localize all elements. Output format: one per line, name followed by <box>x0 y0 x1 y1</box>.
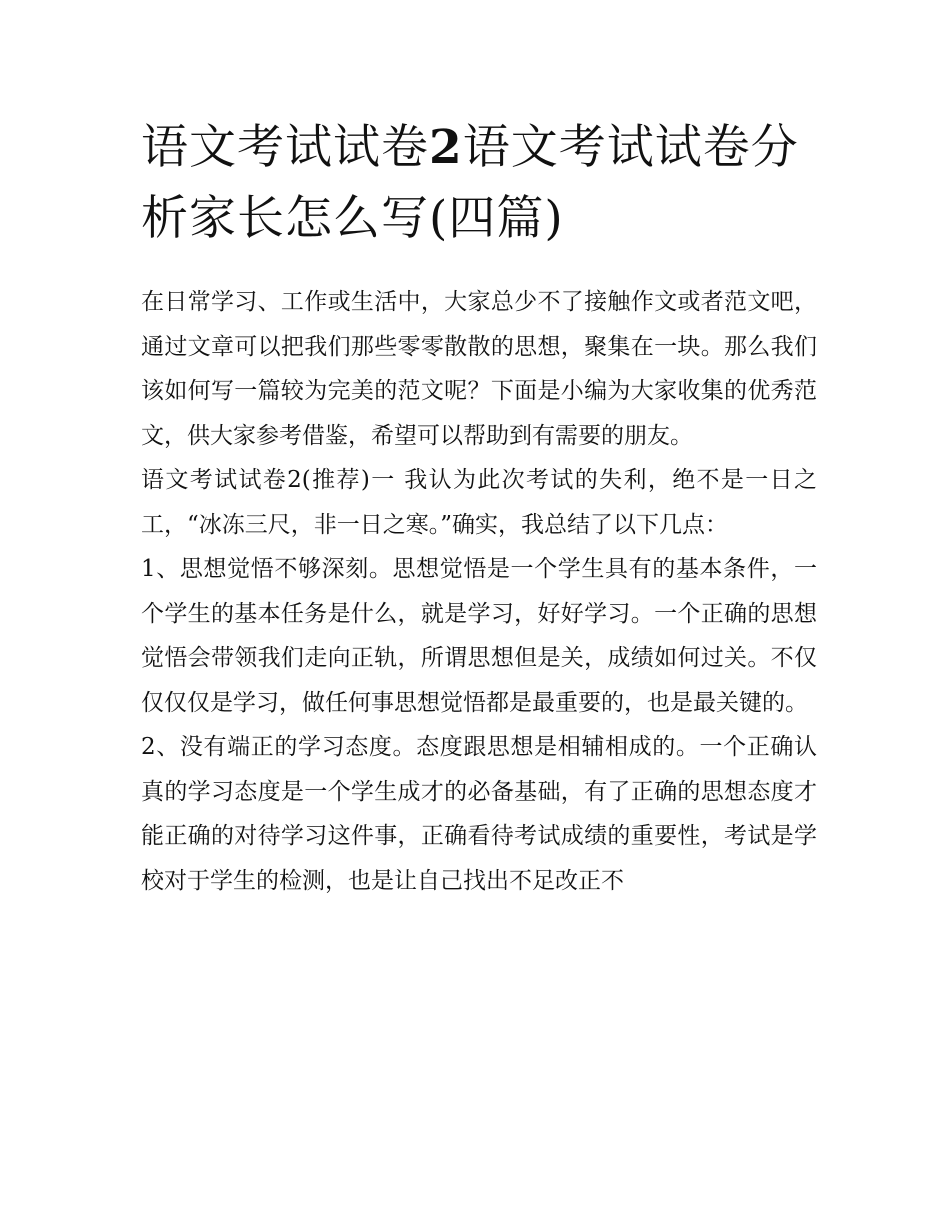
document-title: 语文考试试卷2语文考试试卷分析家长怎么写(四篇) <box>141 120 799 246</box>
paragraph-section-heading: 语文考试试卷2(推荐)一 我认为此次考试的失利，绝不是一日之工，“冰冻三尺，非一日之寒。”确实，我总结了以下几点： <box>141 467 817 538</box>
paragraph-point-1: 1、思想觉悟不够深刻。思想觉悟是一个学生具有的基本条件，一个学生的基本任务是什么，就是学习，好好学习。一个正确的思想觉悟会带领我们走向正轨，所谓思想但是关，成绩如何过关。不仅仅仅仅是学习，做任何事思想觉悟都是最重要的，也是最关键的。 <box>141 556 817 716</box>
paragraph-intro: 在日常学习、工作或生活中，大家总少不了接触作文或者范文吧，通过文章可以把我们那些零零散散的思想，聚集在一块。那么我们该如何写一篇较为完美的范文呢？下面是小编为大家收集的优秀范文，供大家参考借鉴，希望可以帮助到有需要的朋友。 <box>141 289 817 449</box>
title-number: 2 <box>429 120 463 175</box>
paragraph-point-2: 2、没有端正的学习态度。态度跟思想是相辅相成的。一个正确认真的学习态度是一个学生成才的必备基础，有了正确的思想态度才能正确的对待学习这件事，正确看待考试成绩的重要性，考试是学校对于学生的检测，也是让自己找出不足改正不 <box>141 734 817 894</box>
document-body <box>141 280 817 903</box>
